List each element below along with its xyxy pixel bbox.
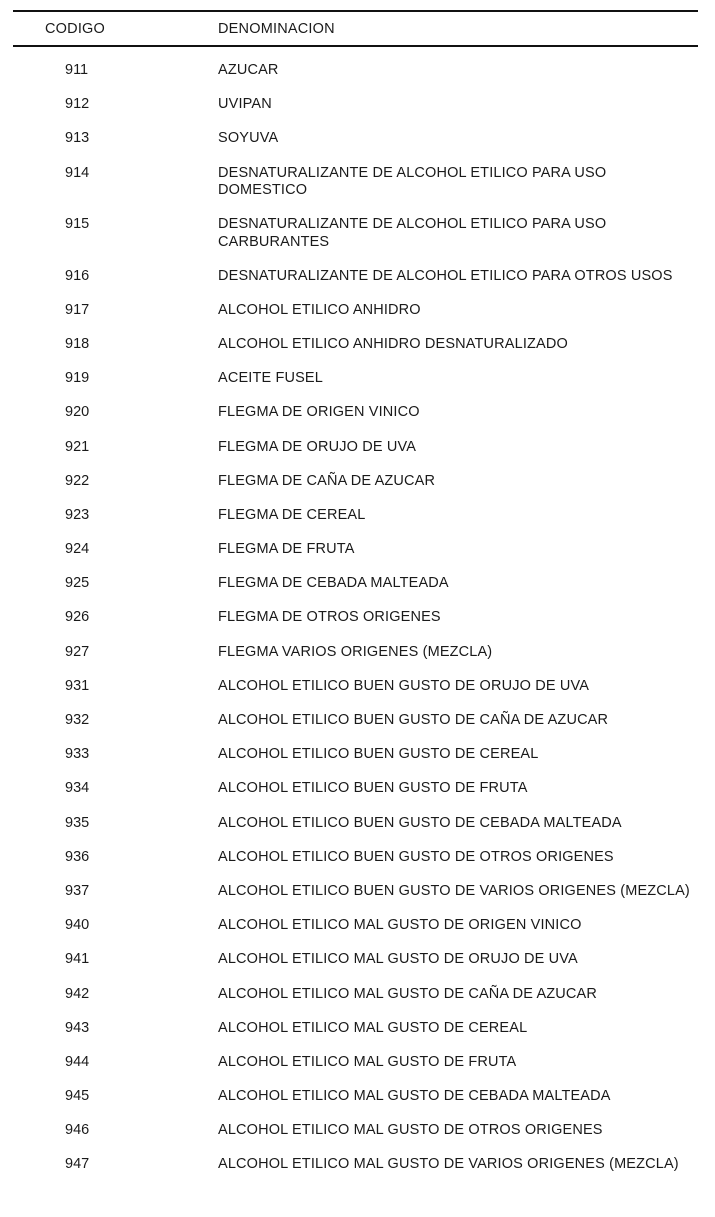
row-code: 921 xyxy=(65,438,90,455)
row-code: 914 xyxy=(65,164,90,181)
row-name: ALCOHOL ETILICO BUEN GUSTO DE CEREAL xyxy=(218,746,539,763)
row-name: ALCOHOL ETILICO MAL GUSTO DE FRUTA xyxy=(218,1053,517,1070)
row-name: ALCOHOL ETILICO BUEN GUSTO DE ORUJO DE UVA xyxy=(218,677,590,694)
table-row xyxy=(13,268,698,302)
table-row xyxy=(13,1088,698,1122)
row-code: 935 xyxy=(65,814,90,831)
row-name: DESNATURALIZANTE DE ALCOHOL ETILICO PARA USO DOMESTICO xyxy=(218,164,607,199)
table-row xyxy=(13,439,698,473)
row-name: ALCOHOL ETILICO BUEN GUSTO DE CAÑA DE AZUCAR xyxy=(218,712,609,728)
row-code: 940 xyxy=(65,917,90,934)
row-code: 917 xyxy=(65,301,90,318)
table-row xyxy=(13,62,698,96)
table-row xyxy=(13,541,698,575)
row-name: DESNATURALIZANTE DE ALCOHOL ETILICO PARA OTROS USOS xyxy=(218,267,673,284)
table-row xyxy=(13,883,698,917)
table-header xyxy=(13,12,698,45)
row-name: SOYUVA xyxy=(218,130,279,147)
table-row xyxy=(13,1054,698,1088)
row-code: 926 xyxy=(65,609,90,626)
table-row xyxy=(13,746,698,780)
row-name: UVIPAN xyxy=(218,96,272,113)
table-row xyxy=(13,1122,698,1156)
table-row xyxy=(13,951,698,985)
row-name: ALCOHOL ETILICO BUEN GUSTO DE OTROS ORIGENES xyxy=(218,848,614,865)
table-row xyxy=(13,130,698,164)
row-code: 937 xyxy=(65,882,90,899)
row-name: FLEGMA VARIOS ORIGENES (MEZCLA) xyxy=(218,643,493,660)
table-row xyxy=(13,644,698,678)
row-code: 927 xyxy=(65,643,90,660)
row-code: 916 xyxy=(65,267,90,284)
table-row xyxy=(13,1020,698,1054)
row-name: ALCOHOL ETILICO MAL GUSTO DE ORUJO DE UVA xyxy=(218,951,578,968)
table-row xyxy=(13,917,698,951)
table-row xyxy=(13,216,698,268)
row-name: ALCOHOL ETILICO MAL GUSTO DE CAÑA DE AZUCAR xyxy=(218,985,597,1002)
row-name: ALCOHOL ETILICO MAL GUSTO DE OTROS ORIGENES xyxy=(218,1122,603,1139)
row-code: 932 xyxy=(65,712,90,728)
row-name: ALCOHOL ETILICO MAL GUSTO DE CEREAL xyxy=(218,1019,528,1036)
row-code: 913 xyxy=(65,130,90,147)
row-code: 942 xyxy=(65,985,90,1002)
table-row xyxy=(13,370,698,404)
row-name: DESNATURALIZANTE DE ALCOHOL ETILICO PARA USO CARBURANTES xyxy=(218,216,607,250)
row-code: 931 xyxy=(65,677,90,694)
row-code: 944 xyxy=(65,1053,90,1070)
row-name: ALCOHOL ETILICO BUEN GUSTO DE CEBADA MALTEADA xyxy=(218,814,622,831)
table-row xyxy=(13,336,698,370)
header-name: DENOMINACION xyxy=(218,20,335,37)
row-code: 934 xyxy=(65,780,90,797)
row-code: 918 xyxy=(65,335,90,352)
row-name: ALCOHOL ETILICO MAL GUSTO DE VARIOS ORIGENES (MEZCLA) xyxy=(218,1156,679,1173)
row-name: FLEGMA DE ORUJO DE UVA xyxy=(218,438,417,455)
row-name: ALCOHOL ETILICO BUEN GUSTO DE FRUTA xyxy=(218,780,528,797)
row-name: ALCOHOL ETILICO BUEN GUSTO DE VARIOS ORIGENES (MEZCLA) xyxy=(218,882,690,899)
table-row xyxy=(13,609,698,643)
table-row xyxy=(13,473,698,507)
row-name: ALCOHOL ETILICO MAL GUSTO DE CEBADA MALTEADA xyxy=(218,1088,611,1105)
table-row xyxy=(13,780,698,814)
row-code: 920 xyxy=(65,404,90,421)
row-name: FLEGMA DE CEREAL xyxy=(218,506,366,523)
row-name: FLEGMA DE ORIGEN VINICO xyxy=(218,404,420,421)
row-name: FLEGMA DE CAÑA DE AZUCAR xyxy=(218,472,436,489)
row-name: AZUCAR xyxy=(218,62,279,78)
code-table xyxy=(13,10,698,1191)
row-name: ACEITE FUSEL xyxy=(218,370,323,387)
row-code: 919 xyxy=(65,370,90,387)
table-row xyxy=(13,678,698,712)
table-row xyxy=(13,165,698,217)
row-code: 925 xyxy=(65,575,90,592)
row-name: ALCOHOL ETILICO ANHIDRO xyxy=(218,301,421,318)
row-code: 946 xyxy=(65,1122,90,1139)
table-row xyxy=(13,404,698,438)
table-row xyxy=(13,507,698,541)
row-name: ALCOHOL ETILICO MAL GUSTO DE ORIGEN VINICO xyxy=(218,917,582,934)
table-row xyxy=(13,1156,698,1190)
row-name: FLEGMA DE OTROS ORIGENES xyxy=(218,609,441,626)
table-row xyxy=(13,815,698,849)
table-row xyxy=(13,986,698,1020)
row-code: 924 xyxy=(65,541,90,558)
row-name: ALCOHOL ETILICO ANHIDRO DESNATURALIZADO xyxy=(218,335,568,352)
row-code: 911 xyxy=(65,62,89,78)
table-body xyxy=(13,47,698,1191)
table-row xyxy=(13,96,698,130)
row-name: FLEGMA DE CEBADA MALTEADA xyxy=(218,575,449,592)
row-code: 936 xyxy=(65,848,90,865)
row-code: 943 xyxy=(65,1019,90,1036)
row-code: 922 xyxy=(65,472,90,489)
row-code: 923 xyxy=(65,506,90,523)
header-code: CODIGO xyxy=(45,20,106,37)
table-row xyxy=(13,849,698,883)
row-code: 915 xyxy=(65,216,90,233)
table-row xyxy=(13,712,698,746)
table-row xyxy=(13,302,698,336)
row-code: 912 xyxy=(65,96,90,113)
table-row xyxy=(13,575,698,609)
row-name: FLEGMA DE FRUTA xyxy=(218,541,355,558)
row-code: 933 xyxy=(65,746,90,763)
row-code: 941 xyxy=(65,951,90,968)
row-code: 947 xyxy=(65,1156,90,1173)
row-code: 945 xyxy=(65,1088,90,1105)
